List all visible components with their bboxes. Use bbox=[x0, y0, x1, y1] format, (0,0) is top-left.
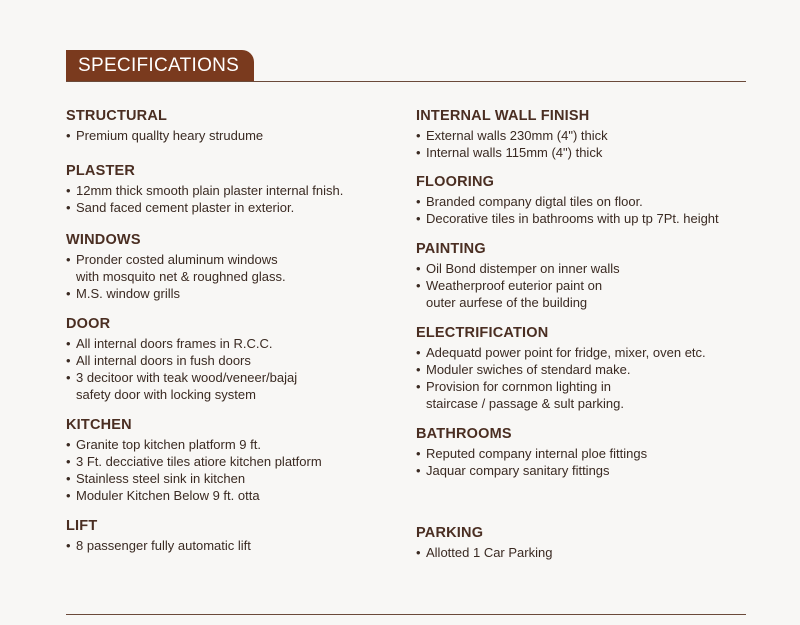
section-heading: WINDOWS bbox=[66, 232, 141, 248]
section-heading: DOOR bbox=[66, 316, 111, 332]
list-item: • Allotted 1 Car Parking bbox=[416, 544, 756, 561]
section-structural bbox=[66, 108, 396, 144]
section-lift bbox=[66, 518, 396, 554]
section-electrification bbox=[416, 325, 756, 412]
section-kitchen bbox=[66, 417, 396, 504]
list-item: safety door with locking system bbox=[76, 387, 256, 402]
list-item: • Adequatd power point for fridge, mixer, oven etc. bbox=[416, 344, 756, 361]
section-windows bbox=[66, 232, 396, 302]
footer-rule bbox=[66, 614, 746, 615]
list-item: • Granite top kitchen platform 9 ft. bbox=[66, 436, 396, 453]
list-item: • Branded company digtal tiles on floor. bbox=[416, 193, 756, 210]
section-heading: PARKING bbox=[416, 525, 484, 541]
list-item: • Premium quallty heary strudume bbox=[66, 127, 396, 144]
section-heading: PAINTING bbox=[416, 241, 486, 257]
list-item: • Moduler Kitchen Below 9 ft. otta bbox=[66, 487, 396, 504]
section-painting bbox=[416, 241, 756, 311]
list-item: • M.S. window grills bbox=[66, 285, 396, 302]
section-heading: FLOORING bbox=[416, 174, 495, 190]
list-item: • All internal doors frames in R.C.C. bbox=[66, 335, 396, 352]
section-heading: BATHROOMS bbox=[416, 426, 512, 442]
list-item: • Reputed company internal ploe fittings bbox=[416, 445, 756, 462]
header-rule bbox=[66, 81, 746, 82]
list-item: • 8 passenger fully automatic lift bbox=[66, 537, 396, 554]
list-item: • Provision for cornmon lighting in bbox=[416, 378, 756, 395]
list-item: • Decorative tiles in bathrooms with up tp 7Pt. height bbox=[416, 210, 756, 227]
list-item: • Jaquar compary sanitary fittings bbox=[416, 462, 756, 479]
section-bathrooms bbox=[416, 426, 756, 479]
section-heading: ELECTRIFICATION bbox=[416, 325, 549, 341]
section-door bbox=[66, 316, 396, 403]
list-item: • Oil Bond distemper on inner walls bbox=[416, 260, 756, 277]
right-column bbox=[416, 108, 756, 573]
list-item: staircase / passage & sult parking. bbox=[426, 396, 624, 411]
list-item: outer aurfese of the building bbox=[426, 295, 588, 310]
list-item: • Pronder costed aluminum windows bbox=[66, 251, 396, 268]
list-item: • 12mm thick smooth plain plaster internal fnish. bbox=[66, 182, 396, 199]
section-heading: LIFT bbox=[66, 518, 98, 534]
list-item: • 3 Ft. decciative tiles atiore kitchen platform bbox=[66, 453, 396, 470]
list-item: • Moduler swiches of stendard make. bbox=[416, 361, 756, 378]
left-column bbox=[66, 108, 396, 566]
list-item: • 3 decitoor with teak wood/veneer/bajaj bbox=[66, 369, 396, 386]
section-heading: PLASTER bbox=[66, 163, 136, 179]
list-item: • Stainless steel sink in kitchen bbox=[66, 470, 396, 487]
list-item: • Internal walls 115mm (4") thick bbox=[416, 144, 756, 161]
list-item: • All internal doors in fush doors bbox=[66, 352, 396, 369]
list-item: • External walls 230mm (4") thick bbox=[416, 127, 756, 144]
list-item: with mosquito net & roughned glass. bbox=[76, 269, 286, 284]
page-title: SPECIFICATIONS bbox=[66, 50, 254, 82]
list-item: • Sand faced cement plaster in exterior. bbox=[66, 199, 396, 216]
section-internal-wall-finish bbox=[416, 108, 756, 161]
section-heading: INTERNAL WALL FINISH bbox=[416, 108, 590, 124]
list-item: • Weatherproof euterior paint on bbox=[416, 277, 756, 294]
section-flooring bbox=[416, 174, 756, 227]
section-plaster bbox=[66, 163, 396, 216]
section-heading: STRUCTURAL bbox=[66, 108, 168, 124]
section-heading: KITCHEN bbox=[66, 417, 132, 433]
section-parking bbox=[416, 525, 756, 561]
